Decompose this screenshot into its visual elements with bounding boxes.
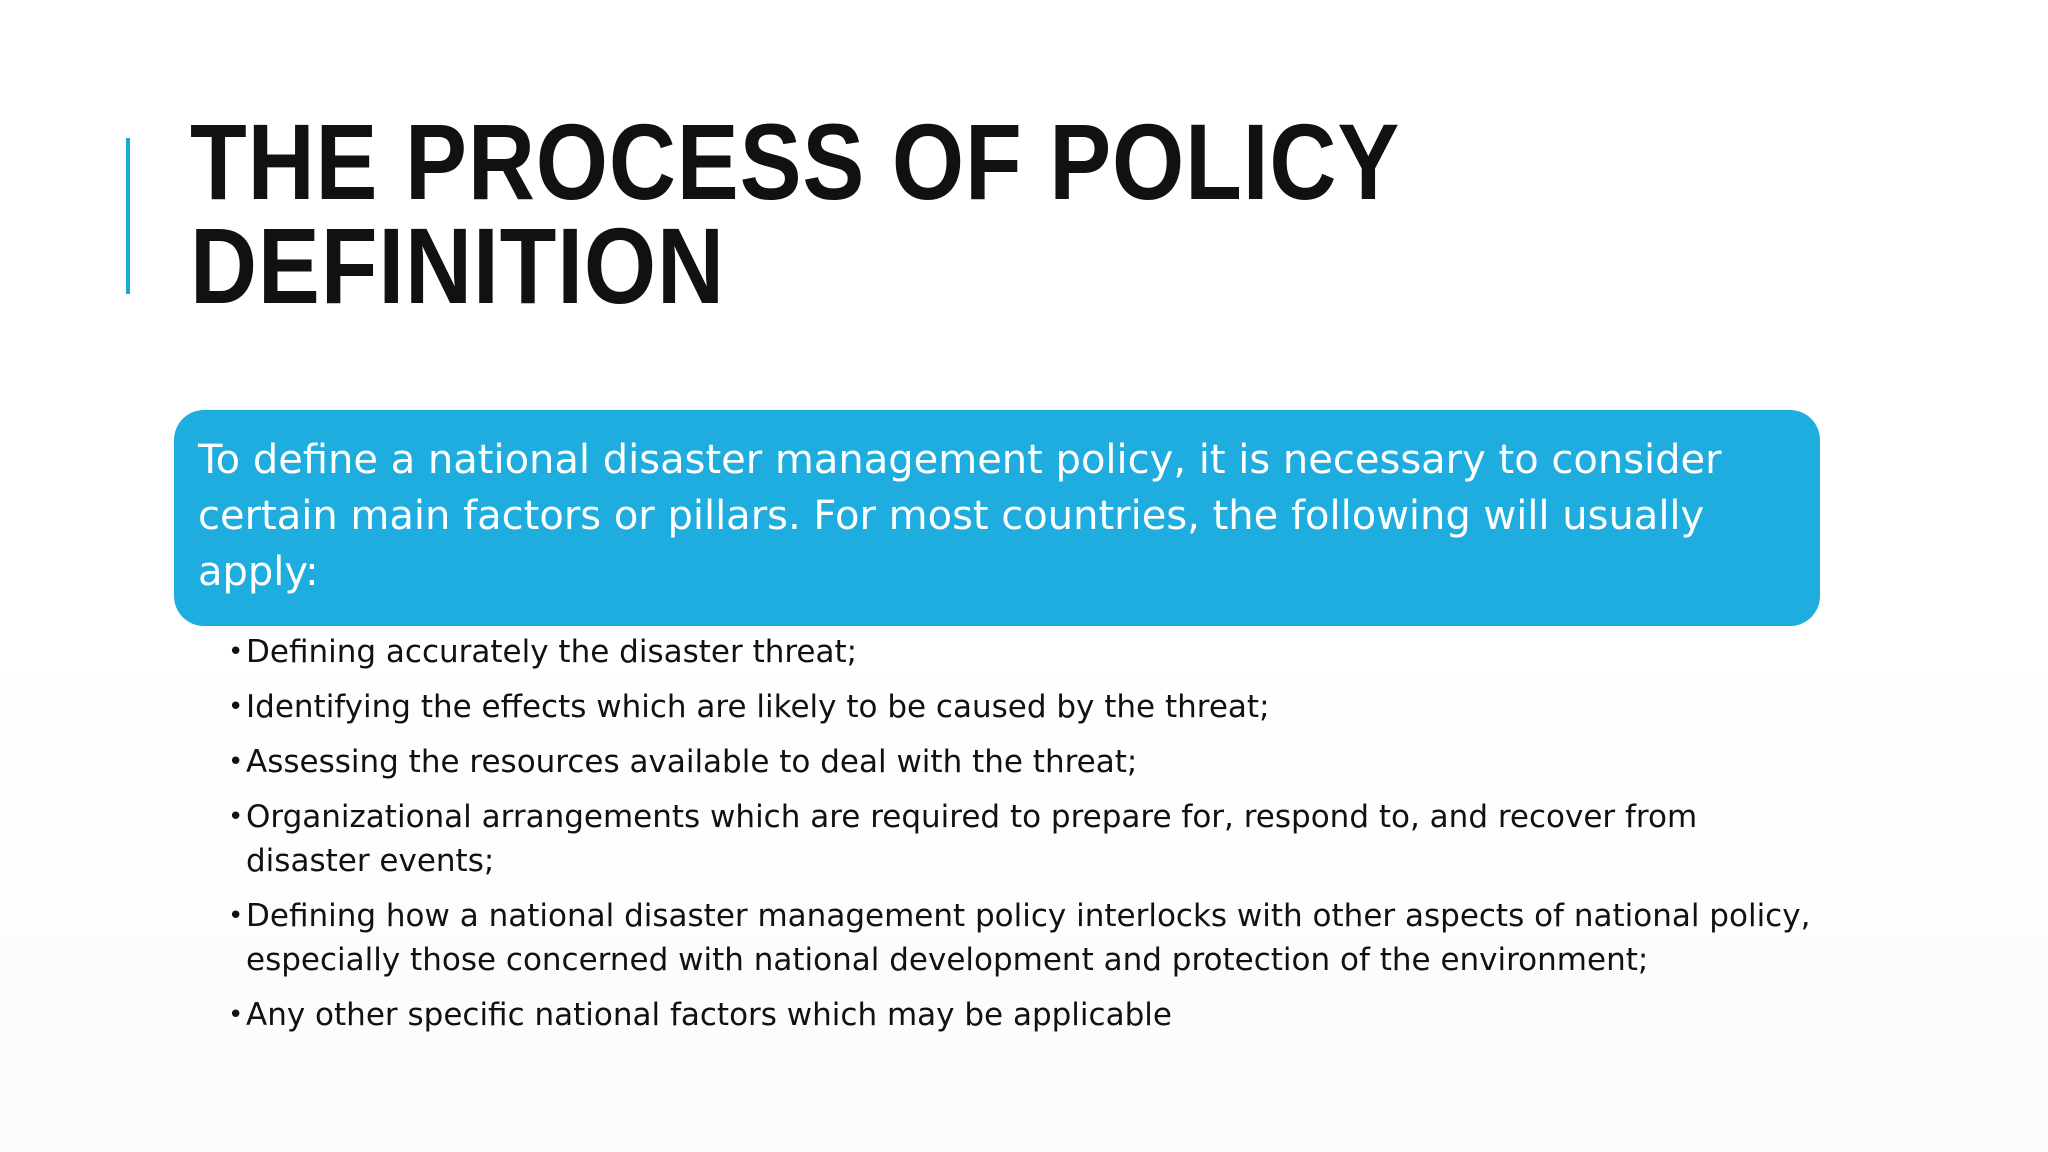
list-item-text: Identifying the effects which are likely to be caused by the threat; [246, 689, 1270, 725]
slide-title-line-2: DEFINITION [190, 205, 725, 326]
list-item-text: Defining how a national disaster management policy interlocks with other aspects of national policy, especially those concerned with national development and protection of the environment; [246, 898, 1811, 978]
intro-callout-text: To define a national disaster management policy, it is necessary to consider certain main factors or pillars. For most countries, the following will usually apply: [198, 437, 1722, 595]
list-item [228, 630, 1828, 674]
list-item-text: Assessing the resources available to deal with the threat; [246, 744, 1138, 780]
list-item-text: Any other specific national factors which may be applicable [246, 997, 1172, 1033]
list-item [228, 894, 1828, 982]
bullet-icon: • [228, 637, 244, 667]
list-item [228, 685, 1828, 729]
list-item [228, 795, 1828, 883]
bullet-icon: • [228, 802, 244, 832]
bullet-icon: • [228, 1000, 244, 1030]
list-item-text: Organizational arrangements which are required to prepare for, respond to, and recover from disaster events; [246, 799, 1698, 879]
bullet-icon: • [228, 692, 244, 722]
list-item [228, 993, 1828, 1037]
slide-title [190, 101, 1652, 326]
bullet-icon: • [228, 901, 244, 931]
pillar-list [228, 630, 1828, 1048]
list-item [228, 740, 1828, 784]
title-accent-bar [126, 138, 130, 294]
bullet-icon: • [228, 747, 244, 777]
list-item-text: Defining accurately the disaster threat; [246, 634, 858, 670]
intro-callout-box [174, 410, 1820, 626]
slide-title-line-1: THE PROCESS OF POLICY [190, 101, 1401, 222]
